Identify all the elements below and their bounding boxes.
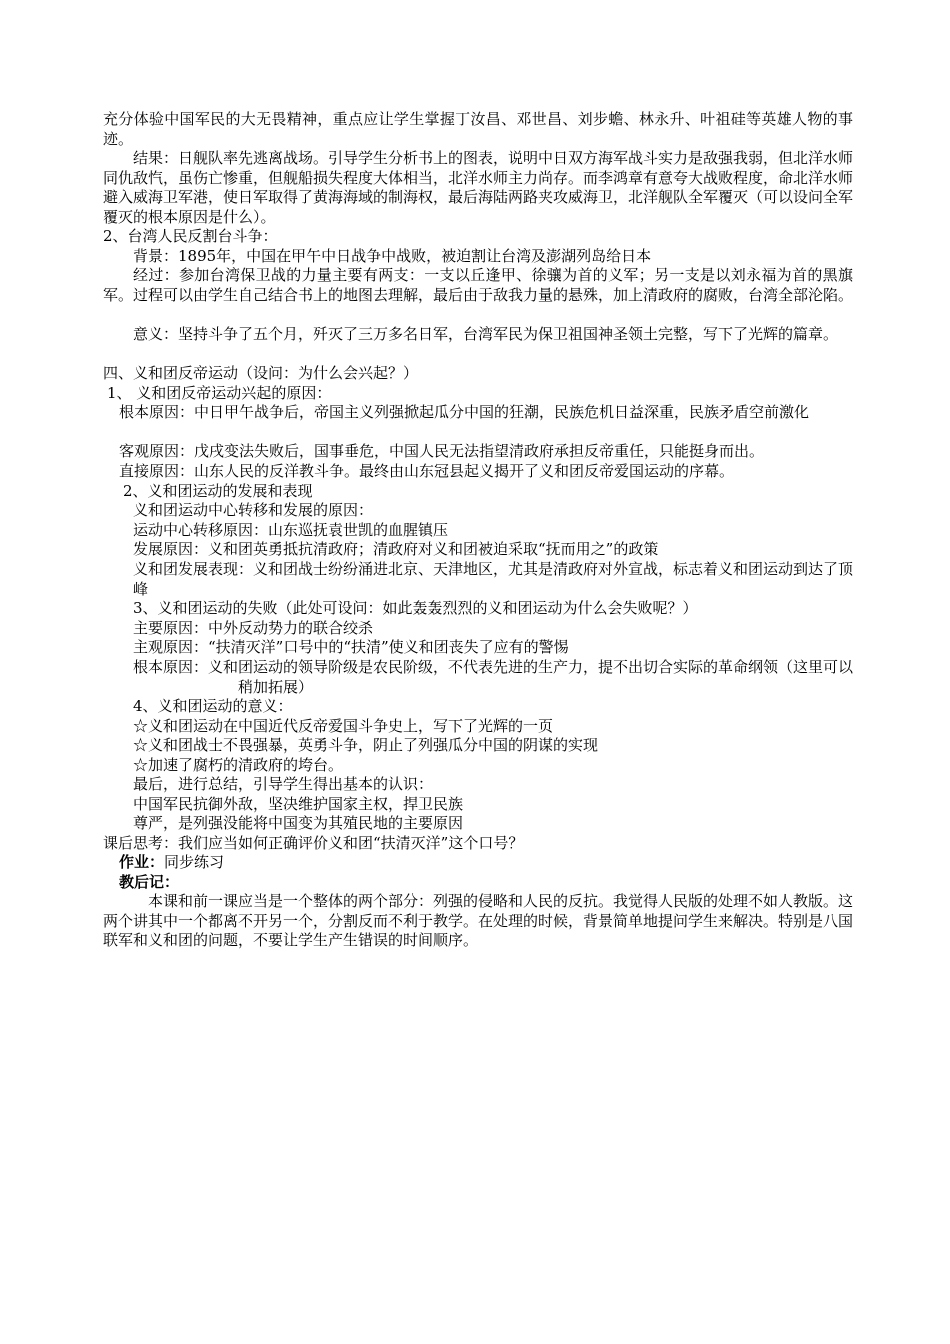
list-item-significance-1: ☆义和团运动在中国近代反帝爱国斗争史上，写下了光辉的一页 xyxy=(133,717,554,735)
heading-boxer-origins: 1、 义和团反帝运动兴起的原因： xyxy=(107,384,332,402)
paragraph-summary-1: 中国军民抗御外敌，坚决维护国家主权，捍卫民族 xyxy=(133,795,464,813)
paragraph-significance: 意义：坚持斗争了五个月，歼灭了三万多名日军，台湾军民为保卫祖国神圣领土完整，写下了光辉的篇章。 xyxy=(133,325,839,343)
paragraph-development-signs: 义和团发展表现：义和团战士纷纷涌进北京、天津地区，尤其是清政府对外宣战，标志着义和团运动到达了顶峰 xyxy=(133,560,854,598)
paragraph-root-cause: 根本原因：中日甲午战争后，帝国主义列强掀起瓜分中国的狂潮，民族危机日益深重，民族矛盾空前激化 xyxy=(119,403,810,421)
paragraph-result: 结果：日舰队率先逃离战场。引导学生分析书上的图表，说明中日双方海军战斗实力是敌强我弱，但北洋水师同仇敌忾，虽伤亡惨重，但舰船损失程度大体相当，北洋水师主力尚存。而李鸿章有意夸大战败程度，命北洋水师避入威海卫军港，使日军取得了黄海海域的制海权，最后海陆两路夹攻威海卫，北洋舰队全军覆灭（可以设问全军覆灭的根本原因是什么）。 xyxy=(103,149,854,226)
paragraph-subjective-cause: 主观原因：“扶清灭洋”口号中的“扶清”使义和团丧失了应有的警惕 xyxy=(133,638,569,656)
paragraph-teaching-reflection: 本课和前一课应当是一个整体的两个部分：列强的侵略和人民的反抗。我觉得人民版的处理不如人教版。这两个讲其中一个都离不开另一个，分割反而不利于教学。在处理的时候，背景简单地提问学生来解决。特别是八国联军和义和团的问题，不要让学生产生错误的时间顺序。 xyxy=(103,892,854,950)
paragraph-heroes: 充分体验中国军民的大无畏精神，重点应让学生掌握丁汝昌、邓世昌、刘步蟾、林永升、叶祖硅等英雄人物的事迹。 xyxy=(103,110,853,148)
heading-teaching-notes: 教后记： xyxy=(119,873,180,891)
paragraph-main-cause: 主要原因：中外反动势力的联合绞杀 xyxy=(133,619,374,637)
heading-taiwan-resistance: 2、台湾人民反割台斗争： xyxy=(103,227,278,245)
paragraph-failure-root-cause: 根本原因：义和团运动的领导阶级是农民阶级，不代表先进的生产力，提不出切合实际的革命纲领（这里可以稍加拓展） xyxy=(133,658,854,696)
list-item-significance-3: ☆加速了腐朽的清政府的垮台。 xyxy=(133,756,344,774)
heading-boxer-movement: 四、义和团反帝运动（设问：为什么会兴起？） xyxy=(103,364,419,382)
paragraph-after-class-question: 课后思考：我们应当如何正确评价义和团“扶清灭洋”这个口号？ xyxy=(103,834,524,852)
paragraph-summary-intro: 最后，进行总结，引导学生得出基本的认识： xyxy=(133,775,434,793)
paragraph-direct-cause: 直接原因：山东人民的反洋教斗争。最终由山东冠县起义揭开了义和团反帝爱国运动的序幕。 xyxy=(119,462,735,480)
paragraph-development-cause: 发展原因：义和团英勇抵抗清政府；清政府对义和团被迫采取“抚而用之”的政策 xyxy=(133,540,659,558)
paragraph-homework xyxy=(119,853,853,873)
paragraph-background: 背景：1895年，中国在甲午中日战争中战败，被迫割让台湾及澎湖列岛给日本 xyxy=(133,247,652,265)
paragraph-shift-reasons: 义和团运动中心转移和发展的原因： xyxy=(133,501,374,519)
paragraph-shift-cause: 运动中心转移原因：山东巡抚袁世凯的血腥镇压 xyxy=(133,521,449,539)
paragraph-process: 经过：参加台湾保卫战的力量主要有两支：一支以丘逢甲、徐骧为首的义军；另一支是以刘永福为首的黑旗军。过程可以由学生自己结合书上的地图去理解，最后由于敌我力量的悬殊，加上清政府的腐败，台湾全部沦陷。 xyxy=(103,266,854,304)
homework-label: 作业： xyxy=(119,853,165,871)
heading-boxer-significance: 4、义和团运动的意义： xyxy=(133,697,293,715)
heading-boxer-failure: 3、义和团运动的失败（此处可设问：如此轰轰烈烈的义和团运动为什么会失败呢？） xyxy=(133,599,698,617)
heading-boxer-development: 2、义和团运动的发展和表现 xyxy=(123,482,313,500)
list-item-significance-2: ☆义和团战士不畏强暴，英勇斗争，阴止了列强瓜分中国的阴谋的实现 xyxy=(133,736,599,754)
paragraph-objective-cause: 客观原因：戊戌变法失败后，国事垂危，中国人民无法指望清政府承担反帝重任，只能挺身而出。 xyxy=(119,442,765,460)
paragraph-summary-2: 尊严，是列强没能将中国变为其殖民地的主要原因 xyxy=(133,814,464,832)
homework-text: 同步练习 xyxy=(164,853,225,871)
